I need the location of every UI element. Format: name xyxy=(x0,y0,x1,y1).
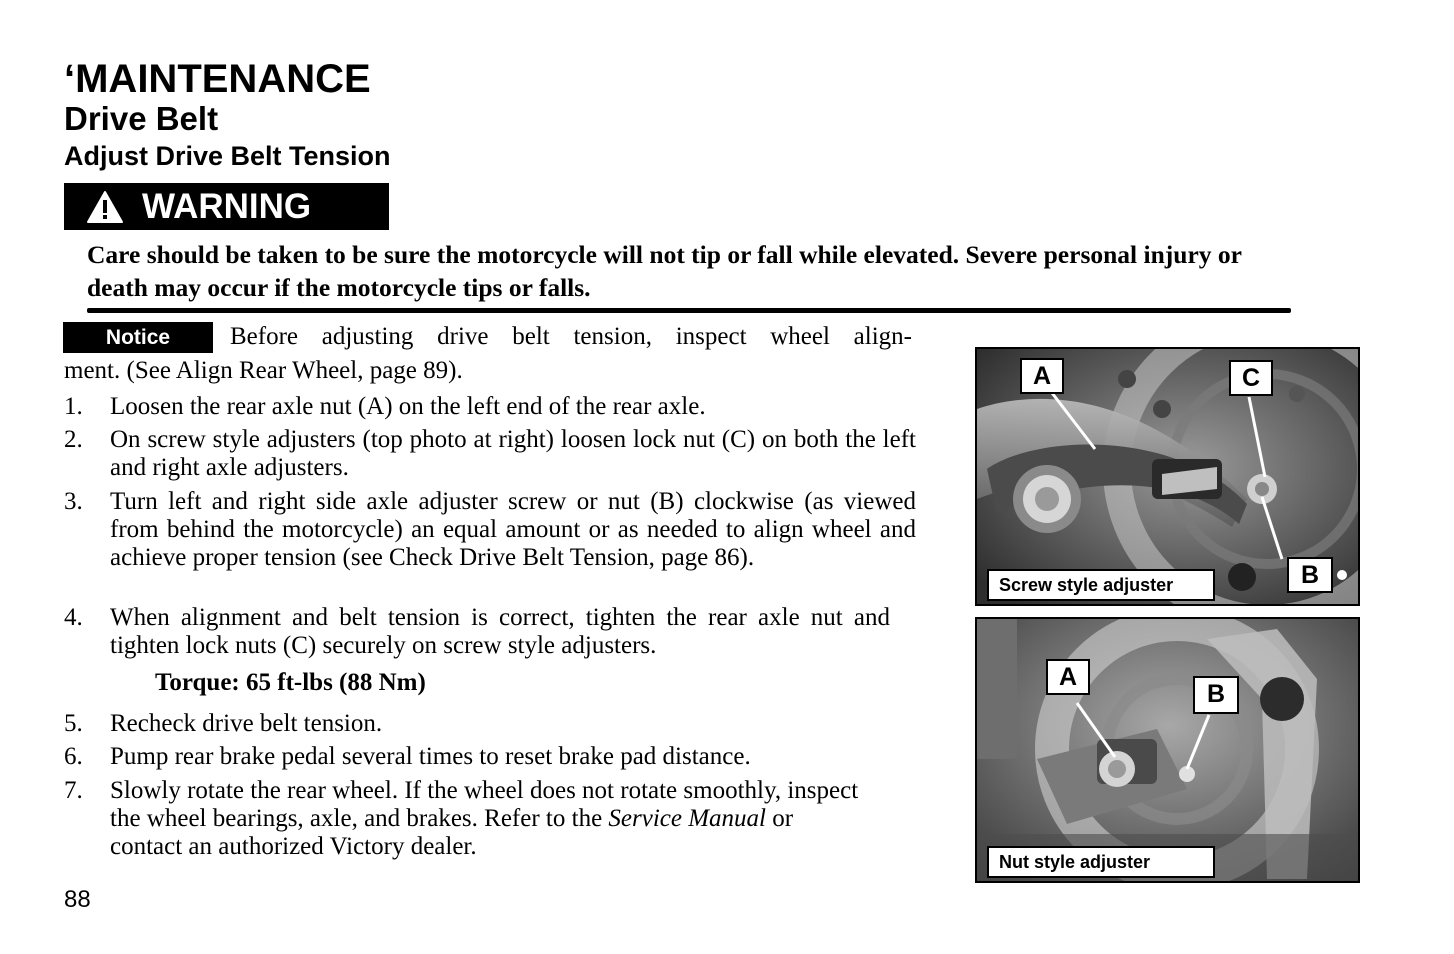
callout-a: A xyxy=(1020,358,1064,394)
warning-triangle-icon xyxy=(86,190,124,224)
step-text: Turn left and right side axle adjuster screw or nut (B) clockwise (as viewed from behind the motorcycle) an equal amount or as needed to align wheel and achieve proper tension (see Check Drive Belt Tension, page 86). xyxy=(110,488,916,571)
step-number: 4. xyxy=(64,604,83,631)
notice-badge: Notice xyxy=(63,322,213,353)
photo-caption: Nut style adjuster xyxy=(987,846,1215,878)
step-number: 6. xyxy=(64,743,83,770)
step-text: On screw style adjusters (top photo at right) loosen lock nut (C) on both the left and right axle adjusters. xyxy=(110,426,916,481)
warning-divider xyxy=(87,308,1291,313)
torque-spec: Torque: 65 ft-lbs (88 Nm) xyxy=(155,669,426,696)
section-title: ‘MAINTENANCE xyxy=(64,57,371,101)
step-number: 5. xyxy=(64,710,83,737)
step-text: Loosen the rear axle nut (A) on the left end of the rear axle. xyxy=(110,393,706,420)
photo-caption: Screw style adjuster xyxy=(987,569,1215,601)
step-text: Recheck drive belt tension. xyxy=(110,710,383,737)
nut-style-adjuster-photo xyxy=(975,617,1360,883)
warning-text: Care should be taken to be sure the motorcycle will not tip or fall while elevated. Severe personal injury or death may occur if the motorcycle tips or falls. xyxy=(87,240,1242,302)
step-text: When alignment and belt tension is correct, tighten the rear axle nut and tighten lock nuts (C) securely on screw style adjusters. xyxy=(110,604,890,659)
step-text: Pump rear brake pedal several times to reset brake pad distance. xyxy=(110,743,751,770)
manual-title-part-2: Manual xyxy=(688,805,767,832)
warning-banner xyxy=(64,183,389,230)
step-number: 1. xyxy=(64,393,83,420)
callout-b: B xyxy=(1287,557,1333,593)
topic-title: Adjust Drive Belt Tension xyxy=(64,141,391,171)
page-number: 88 xyxy=(64,886,91,913)
subsection-title: Drive Belt xyxy=(64,100,219,137)
callout-c: C xyxy=(1229,360,1273,396)
step-text xyxy=(110,777,870,861)
step-7-text-start: Slowly rotate the rear wheel. If the wheel does not rotate smoothly, inspect the wheel bearings, axle, and brakes. Refer to the xyxy=(110,777,859,832)
step-7-text-end: or contact an authorized Victory dealer. xyxy=(110,805,794,860)
step-number: 3. xyxy=(64,488,83,515)
notice-text-line-1: Before adjusting drive belt tension, inspect wheel align- xyxy=(230,323,912,350)
callout-a: A xyxy=(1046,659,1090,695)
callout-b: B xyxy=(1193,676,1239,714)
screw-style-adjuster-photo xyxy=(975,347,1360,606)
step-number: 7. xyxy=(64,777,83,804)
manual-title-part-1: Service xyxy=(608,805,682,832)
step-number: 2. xyxy=(64,426,83,453)
nut-adjuster-illustration xyxy=(977,619,1360,883)
notice-text-line-2: ment. (See Align Rear Wheel, page 89). xyxy=(64,357,463,384)
warning-label: WARNING xyxy=(142,187,312,226)
